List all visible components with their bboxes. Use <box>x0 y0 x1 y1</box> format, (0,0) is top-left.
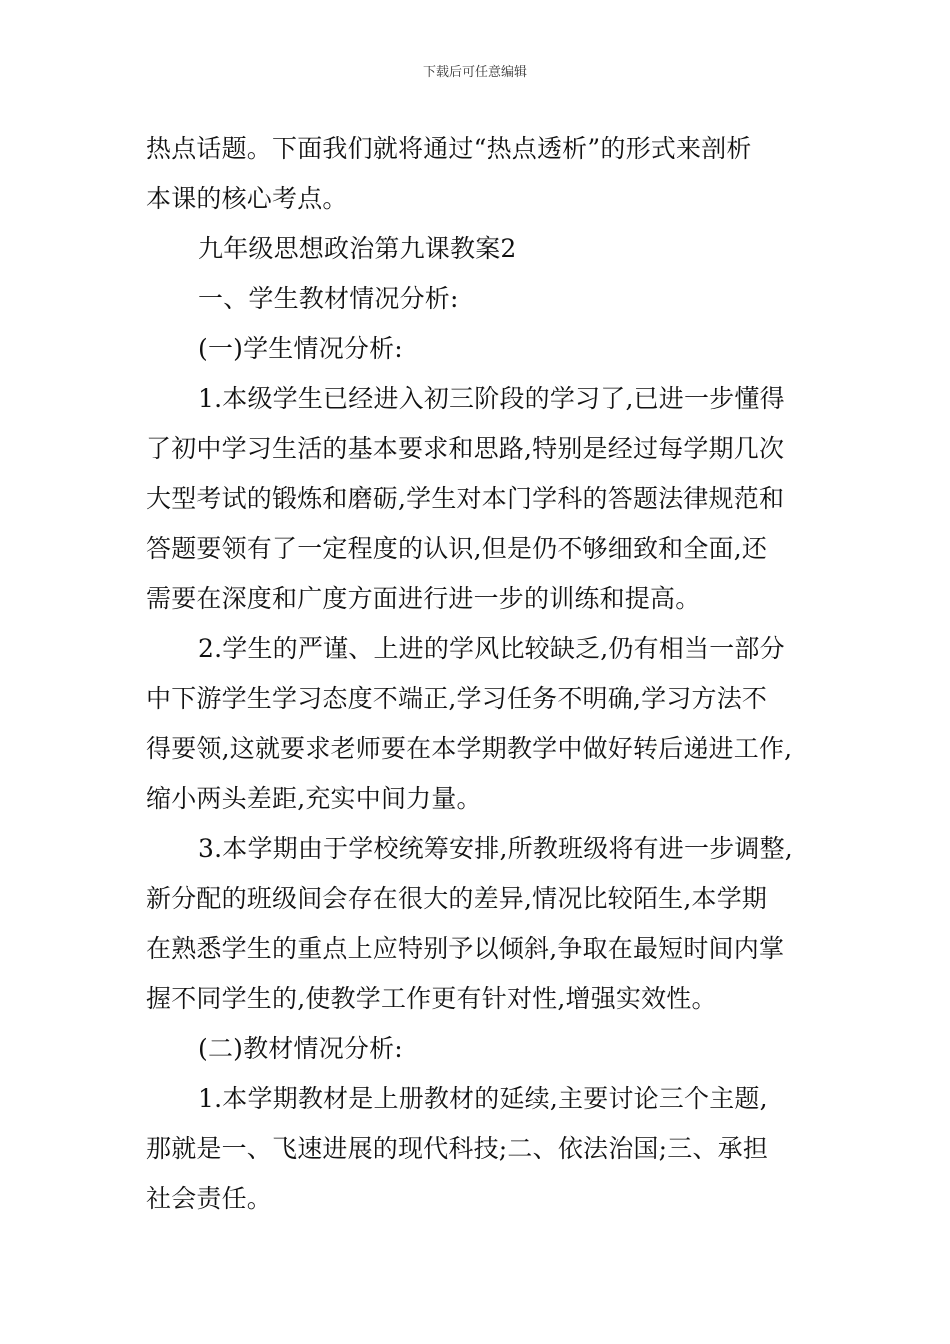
text-line: 握不同学生的,使教学工作更有针对性,增强实效性。 <box>146 984 717 1013</box>
text-line: 热点话题。下面我们就将通过“热点透析”的形式来剖析 <box>146 134 752 163</box>
paragraph-start: 1.本学期教材是上册教材的延续,主要讨论三个主题, <box>198 1084 768 1113</box>
paragraph-start: 2.学生的严谨、上进的学风比较缺乏,仍有相当一部分 <box>198 634 785 663</box>
text-line: 中下游学生学习态度不端正,学习任务不明确,学习方法不 <box>146 684 768 713</box>
document-body <box>146 124 814 1224</box>
section-heading: 一、学生教材情况分析: <box>198 284 459 313</box>
text-line: 了初中学习生活的基本要求和思路,特别是经过每学期几次 <box>146 434 785 463</box>
section-title: 九年级思想政治第九课教案2 <box>198 234 517 263</box>
paragraph-start: 3.本学期由于学校统筹安排,所教班级将有进一步调整, <box>198 834 793 863</box>
text-line: 在熟悉学生的重点上应特别予以倾斜,争取在最短时间内掌 <box>146 934 785 963</box>
subsection-heading: (一)学生情况分析: <box>198 334 403 363</box>
text-line: 缩小两头差距,充实中间力量。 <box>146 784 482 813</box>
text-line: 本课的核心考点。 <box>146 184 348 213</box>
text-line: 大型考试的锻炼和磨砺,学生对本门学科的答题法律规范和 <box>146 484 785 513</box>
paragraph-start: 1.本级学生已经进入初三阶段的学习了,已进一步懂得 <box>198 384 785 413</box>
page-header-note: 下载后可任意编辑 <box>422 65 527 80</box>
text-line: 需要在深度和广度方面进行进一步的训练和提高。 <box>146 584 701 613</box>
text-line: 得要领,这就要求老师要在本学期教学中做好转后递进工作, <box>146 734 793 763</box>
text-line: 社会责任。 <box>146 1184 273 1213</box>
subsection-heading: (二)教材情况分析: <box>198 1034 403 1063</box>
text-line: 答题要领有了一定程度的认识,但是仍不够细致和全面,还 <box>146 534 768 563</box>
text-line: 那就是一、飞速进展的现代科技;二、依法治国;三、承担 <box>146 1134 769 1163</box>
text-line: 新分配的班级间会存在很大的差异,情况比较陌生,本学期 <box>146 884 768 913</box>
